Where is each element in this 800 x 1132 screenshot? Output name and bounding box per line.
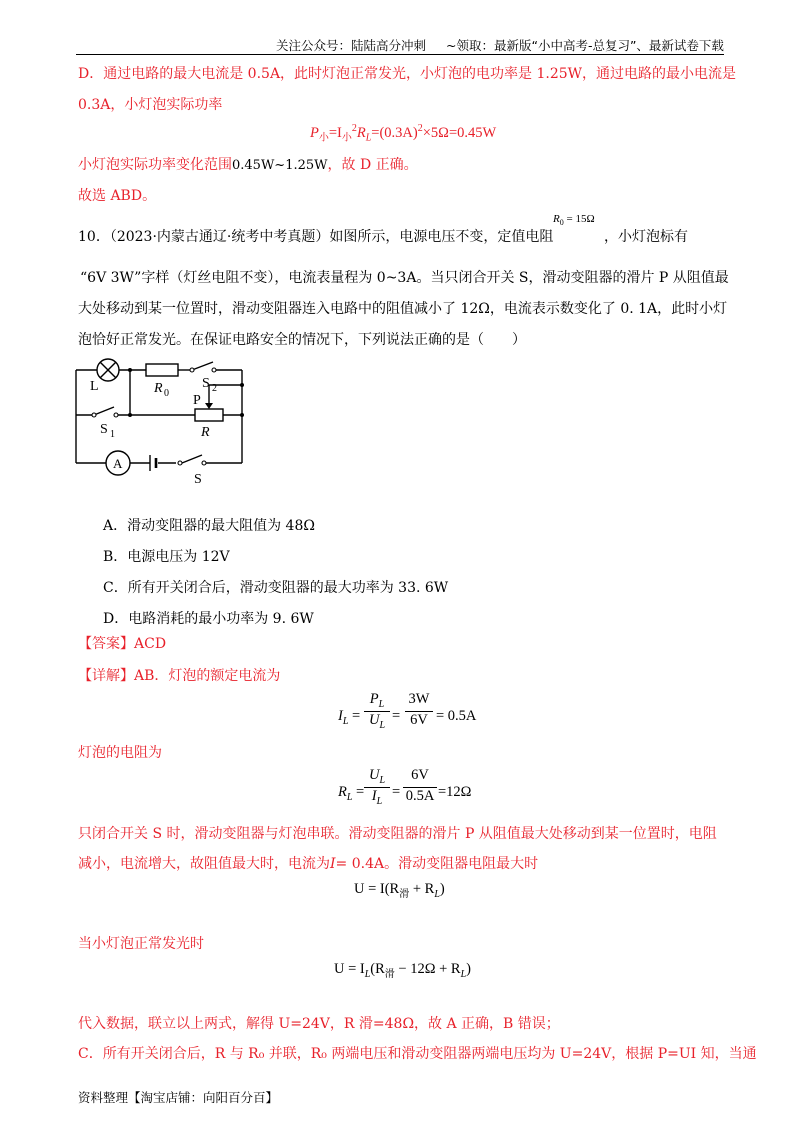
header-rule (76, 54, 724, 55)
circuit-diagram (70, 352, 250, 487)
question-line3: 大处移动到某一位置时，滑动变阻器连入电路中的阻值减小了 12Ω，电流表示数变化了 0. 1A，此时小灯 (78, 301, 728, 317)
eq1-result: = 0.5A (436, 708, 477, 724)
eq2-frac2: 6V 0.5A (403, 767, 437, 807)
r0-symbol (146, 364, 178, 376)
detail-para2: 减小，电流增大，故阻值最大时，电流为I= 0.4A。滑动变阻器电阻最大时 (78, 856, 539, 872)
question-line1: 10．（2023·内蒙古通辽·统考中考真题）如图所示，电源电压不变，定值电阻 (78, 229, 554, 245)
slider-arrow (205, 403, 213, 409)
label-s1-sub: 1 (110, 429, 115, 440)
label-s1: S (100, 422, 108, 437)
eq1-eq: = (392, 708, 401, 724)
detail-para5: C．所有开关闭合后，R 与 R₀ 并联，R₀ 两端电压和滑动变阻器两端电压均为 U=24V，根据 P=UI 知，当通 (78, 1046, 757, 1062)
question-line1-end: ，小灯泡标有 (604, 229, 688, 245)
prev-d-line2: 0.3A，小灯泡实际功率 (78, 97, 223, 113)
detail-para3: 当小灯泡正常发光时 (78, 936, 204, 952)
eq4: $U = I_L(R_滑 - 12\Omega + R_L)$ (334, 961, 472, 980)
rheostat-symbol (195, 409, 223, 421)
question-line2: “6V 3W”字样（灯丝电阻不变），电流表量程为 0~3A。当只闭合开关 S，滑动变阻器的滑片 P 从阻值最 (80, 270, 729, 286)
footer: 资料整理【淘宝店铺：向阳百分百】 (78, 1090, 279, 1105)
s1-switch (94, 407, 114, 415)
answer: 【答案】ACD (78, 636, 167, 652)
header-right: ~领取：最新版“小中高考-总复习”、最新试卷下载 (446, 38, 724, 53)
eq2-eq: = (392, 784, 401, 800)
eq1-lhs: $I_L$ = (338, 708, 361, 727)
eq1-frac2: 3W 6V (405, 691, 433, 731)
option-d: D．电路消耗的最小功率为 9. 6W (103, 611, 314, 627)
detail-intro: 【详解】AB．灯泡的额定电流为 (78, 668, 281, 684)
eq3: $U = I(R_滑 + R_L)$ (354, 881, 445, 900)
label-s: S (194, 472, 202, 487)
question-line4: 泡恰好正常发光。在保证电路安全的情况下，下列说法正确的是（ ） (78, 332, 526, 348)
label-r0-sub: 0 (164, 388, 169, 399)
label-r0: R (154, 381, 163, 396)
eq2-lhs: $R_L$ = (338, 784, 365, 803)
prev-choose: 故选 ABD。 (78, 188, 157, 204)
detail-para1: 只闭合开关 S 时，滑动变阻器与灯泡串联。滑动变阻器的滑片 P 从阻值最大处移动到某一位置时，电阻 (78, 826, 717, 842)
prev-d-line1: D．通过电路的最大电流是 0.5A，此时灯泡正常发光，小灯泡的电功率是 1.25W，通过电路的最小电流是 (78, 66, 737, 82)
s2-switch (192, 362, 213, 370)
detail-para4: 代入数据，联立以上两式，解得 U=24V，R 滑=48Ω，故 A 正确，B 错误； (78, 1016, 560, 1032)
option-a: A．滑动变阻器的最大阻值为 48Ω (103, 518, 315, 534)
header-left: 关注公众号：陆陆高分冲刺 (276, 38, 427, 53)
question-r0: $R_0 = 15\Omega$ (553, 213, 595, 228)
prev-formula: $P_小=I_小^2R_L=(0.3A)^2\times 5\Omega=0.45W$ (310, 123, 497, 144)
eq2-result: =12Ω (438, 784, 472, 800)
label-s2: S (202, 376, 210, 391)
resistance-intro: 灯泡的电阻为 (78, 745, 162, 761)
label-lamp: L (90, 379, 99, 394)
eq2-frac1: $U_L$ $I_L$ (364, 767, 390, 807)
label-p: P (193, 393, 201, 408)
s-switch (182, 455, 202, 463)
label-ammeter: A (113, 456, 123, 471)
option-c: C．所有开关闭合后，滑动变阻器的最大功率为 33. 6W (103, 580, 449, 596)
label-s2-sub: 2 (212, 383, 217, 394)
label-r: R (201, 425, 210, 440)
prev-range: 小灯泡实际功率变化范围0.45W~1.25W，故 D 正确。 (78, 157, 418, 173)
option-b: B．电源电压为 12V (103, 549, 230, 565)
eq1-frac1: $P_L$ $U_L$ (364, 691, 390, 731)
